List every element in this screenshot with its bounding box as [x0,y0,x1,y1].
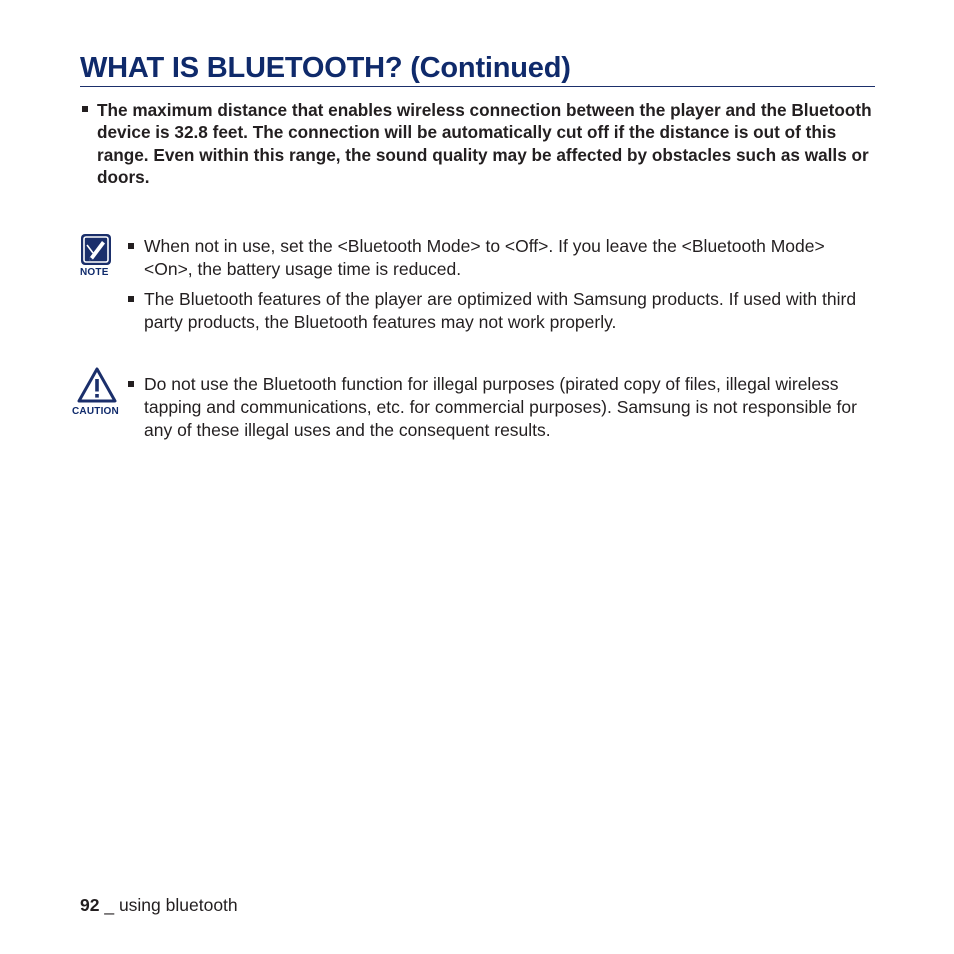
caution-label: CAUTION [72,406,119,417]
list-item-text: Do not use the Bluetooth function for illegal purposes (pirated copy of files, illegal wireless tapping and communications, etc. for commercial purposes). Samsung is not responsible for any of these illegal uses and the consequent results. [144,374,857,440]
page-title: WHAT IS BLUETOOTH? (Continued) [80,52,571,84]
page-number: 92 [80,895,100,915]
title-divider [80,86,875,87]
bullet-square-icon [128,381,134,387]
list-item-text: When not in use, set the <Bluetooth Mode> to <Off>. If you leave the <Bluetooth Mode> <On>, the battery usage time is reduced. [144,236,825,279]
caution-list [127,373,867,442]
list-item [127,373,867,442]
section-name: _ using bluetooth [104,895,238,915]
list-item [80,99,880,188]
note-label: NOTE [80,267,109,278]
bullet-square-icon [82,106,88,112]
note-list [127,235,867,334]
list-item [127,235,867,281]
page-footer [80,895,238,916]
list-item-text: The Bluetooth features of the player are optimized with Samsung products. If used with third party products, the Bluetooth features may not work properly. [144,289,857,332]
list-item-text: The maximum distance that enables wireless connection between the player and the Bluetooth device is 32.8 feet. The connection will be automatically cut off if the distance is out of this range. Even within this range, the sound quality may be affected by obstacles such as walls or doors. [97,100,872,187]
caution-triangle-icon [77,367,117,403]
bullet-square-icon [128,296,134,302]
main-points-list [80,99,880,188]
bullet-square-icon [128,243,134,249]
list-item [127,288,867,334]
